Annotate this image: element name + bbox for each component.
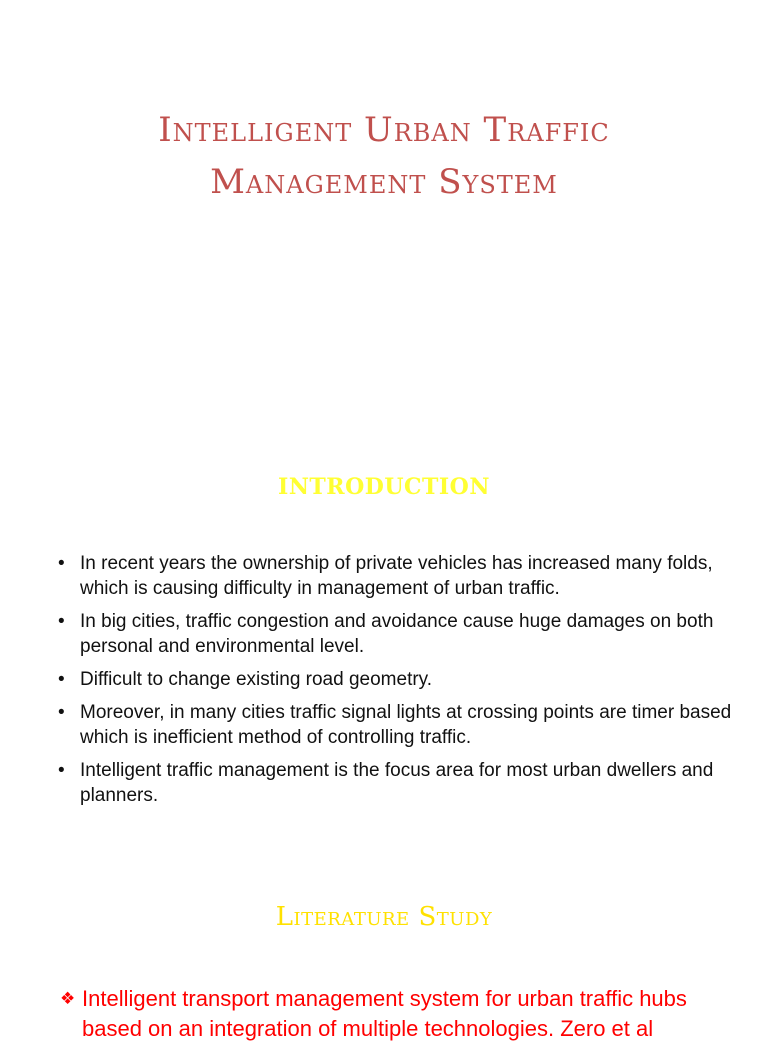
bullet-text: Intelligent traffic management is the focus area for most urban dwellers and planners.	[80, 760, 714, 806]
list-item	[56, 551, 736, 601]
literature-study-heading: Literature Study	[275, 902, 493, 932]
literature-item	[60, 984, 760, 1014]
literature-item-continuation: based on an integration of multiple technologies. Zero et al	[82, 1016, 654, 1041]
bullet-dot-icon: •	[58, 611, 65, 632]
list-item	[56, 758, 736, 808]
list-item	[56, 667, 736, 692]
introduction-bullet-list	[56, 551, 736, 816]
bullet-dot-icon: •	[58, 669, 65, 690]
bullet-dot-icon: •	[58, 702, 65, 723]
list-item	[56, 700, 736, 750]
slide-title: Intelligent Urban Traffic Management System	[158, 110, 610, 202]
introduction-heading: INTRODUCTION	[278, 474, 490, 500]
list-item	[56, 609, 736, 659]
bullet-text: Difficult to change existing road geometry.	[80, 669, 433, 690]
bullet-dot-icon: •	[58, 553, 65, 574]
bullet-text: In big cities, traffic congestion and avoidance cause huge damages on both personal and environmental level.	[80, 611, 714, 657]
bullet-text: Moreover, in many cities traffic signal lights at crossing points are timer based which is inefficient method of controlling traffic.	[80, 702, 732, 748]
bullet-dot-icon: •	[58, 760, 65, 781]
bullet-text: In recent years the ownership of private vehicles has increased many folds, which is causing difficulty in management of urban traffic.	[80, 553, 713, 599]
diamond-icon: ❖	[60, 989, 76, 1008]
literature-item-text: Intelligent transport management system for urban traffic hubs	[82, 986, 687, 1011]
